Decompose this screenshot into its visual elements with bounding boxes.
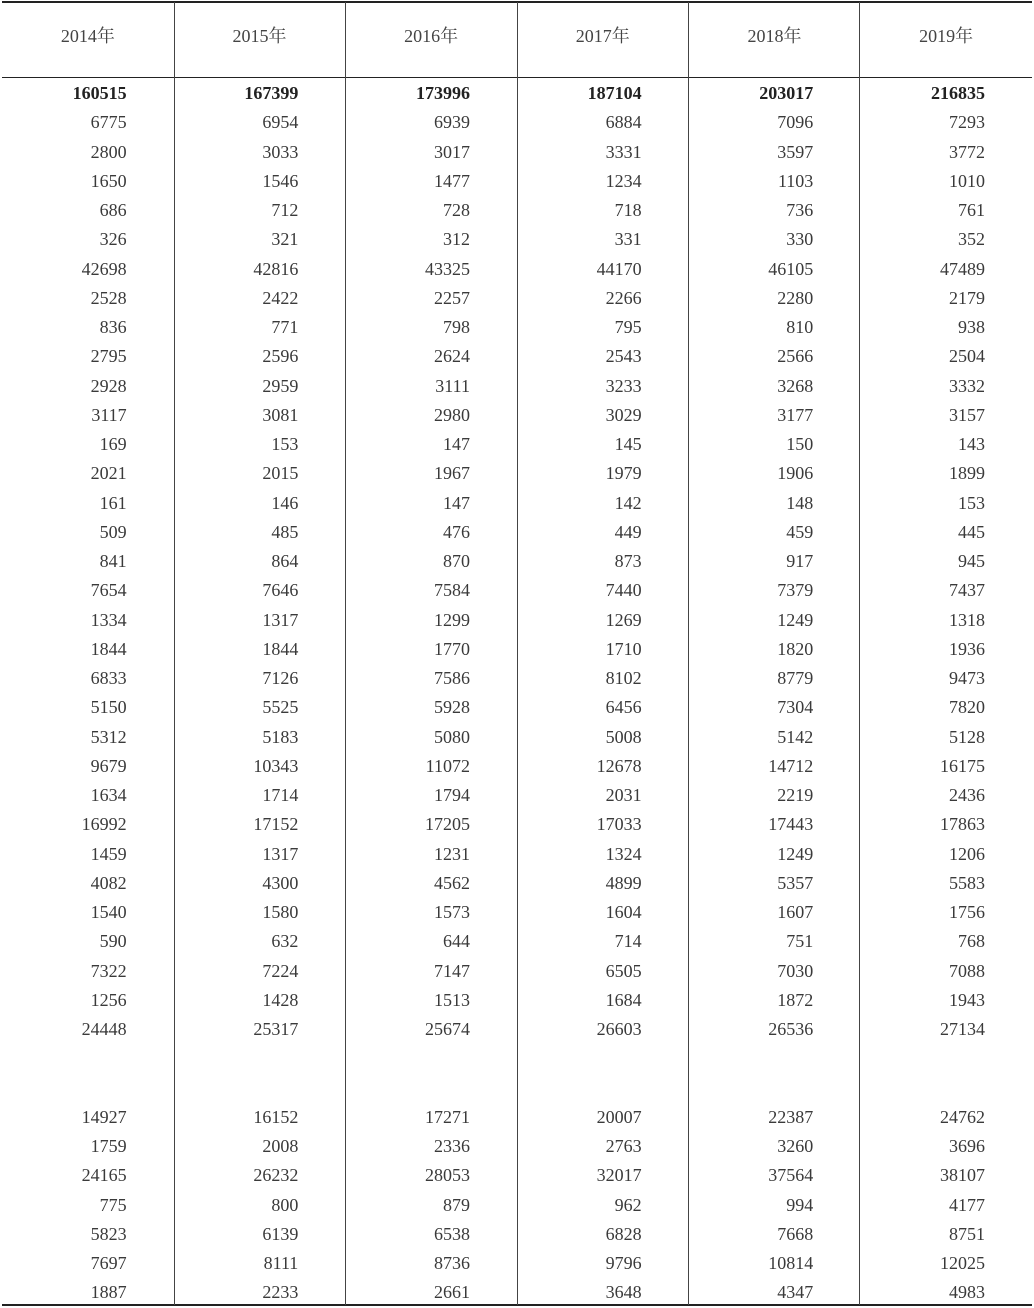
- table-cell: 1770: [433, 638, 470, 659]
- table-cell: 485: [271, 521, 299, 542]
- table-cell: 1650: [90, 170, 127, 191]
- column-header-2015: 2015年: [232, 26, 287, 46]
- table-cell: 25674: [424, 1019, 470, 1039]
- table-row: [2, 79, 1032, 108]
- table-cell: 836: [99, 317, 127, 337]
- table-cell: 1231: [433, 843, 470, 864]
- table-cell: 1714: [262, 785, 299, 805]
- table-row: [2, 869, 1032, 898]
- table-cell: 1573: [433, 902, 470, 922]
- table-cell: 1844: [90, 638, 127, 659]
- table-cell: 5008: [605, 726, 642, 747]
- table-cell: 25317: [253, 1019, 299, 1039]
- table-cell: 1324: [605, 843, 642, 864]
- table-cell: 27134: [939, 1019, 985, 1039]
- table-cell: 2928: [90, 375, 127, 396]
- table-cell: 718: [614, 200, 642, 220]
- table-cell: 143: [957, 434, 985, 454]
- table-cell: 736: [786, 200, 814, 220]
- table-cell: 10343: [253, 755, 299, 776]
- table-cell: 917: [786, 551, 814, 571]
- table-cell: 6884: [605, 112, 642, 133]
- table-cell: 173996: [415, 83, 470, 103]
- table-cell: 2179: [948, 287, 985, 308]
- table-cell: 17271: [424, 1106, 470, 1127]
- table-cell: 4899: [605, 872, 642, 893]
- table-cell: 2266: [605, 287, 642, 308]
- table-row: [2, 1220, 1032, 1249]
- table-cell: 9473: [948, 668, 985, 688]
- table-cell: 1249: [777, 609, 814, 630]
- table-cell: 3233: [605, 375, 642, 396]
- table-cell: 6939: [433, 112, 470, 133]
- table-cell: 873: [614, 551, 642, 571]
- table-cell: 5142: [777, 726, 814, 747]
- table-cell: 7586: [433, 668, 470, 688]
- table-cell: 3268: [777, 375, 814, 396]
- table-cell: 7293: [948, 112, 985, 133]
- table-cell: 2031: [605, 785, 642, 805]
- table-cell: 3331: [605, 141, 642, 162]
- table-cell: 1269: [605, 609, 642, 630]
- table-cell: 2661: [433, 1282, 470, 1303]
- table-row: [2, 723, 1032, 752]
- table-cell: 43325: [424, 258, 470, 279]
- table-cell: 2543: [605, 346, 642, 367]
- table-row: [2, 986, 1032, 1015]
- table-cell: 800: [271, 1194, 299, 1215]
- table-cell: 3332: [948, 375, 985, 396]
- table-cell: 14712: [768, 755, 814, 776]
- table-cell: 4983: [948, 1282, 985, 1303]
- table-cell: 632: [271, 931, 299, 952]
- table-row: [2, 459, 1032, 488]
- table-cell: [345, 1044, 517, 1103]
- table-cell: 761: [957, 200, 985, 220]
- table-cell: 2980: [433, 404, 470, 425]
- table-cell: 4562: [433, 872, 470, 893]
- table-cell: 142: [614, 492, 642, 513]
- table-spacer-row: [2, 1044, 1032, 1103]
- table-cell: 148: [786, 492, 814, 513]
- table-cell: 1103: [777, 170, 814, 191]
- table-cell: 153: [271, 434, 299, 454]
- table-row: [2, 1191, 1032, 1220]
- table-cell: 145: [614, 434, 642, 454]
- table-cell: 8736: [433, 1253, 470, 1273]
- table-cell: 2280: [777, 287, 814, 308]
- table-cell: 1317: [262, 609, 299, 630]
- table-row: [2, 693, 1032, 722]
- table-cell: 169: [99, 434, 127, 454]
- table-cell: 771: [271, 317, 299, 337]
- table-cell: 38107: [939, 1165, 985, 1186]
- table-cell: 3033: [262, 141, 299, 162]
- table-cell: 1756: [948, 902, 985, 922]
- table-cell: 810: [786, 317, 814, 337]
- table-cell: 3017: [433, 141, 470, 162]
- column-header-2017: 2017年: [575, 26, 630, 46]
- table-cell: 321: [271, 229, 299, 250]
- table-cell: 879: [442, 1194, 470, 1215]
- table-cell: 3177: [777, 404, 814, 425]
- table-cell: 32017: [596, 1165, 642, 1186]
- table-cell: 7096: [777, 112, 814, 133]
- table-cell: 1899: [948, 463, 985, 484]
- table-cell: 47489: [939, 258, 985, 279]
- table-cell: 147: [442, 434, 470, 454]
- table-row: [2, 927, 1032, 956]
- table-row: [2, 606, 1032, 635]
- table-cell: 1513: [433, 989, 470, 1010]
- table-cell: 17152: [253, 814, 299, 835]
- table-cell: 7088: [948, 960, 985, 981]
- table-row: [2, 1015, 1032, 1044]
- table-cell: 1299: [433, 609, 470, 630]
- table-cell: 795: [614, 317, 642, 337]
- table-cell: 6139: [262, 1223, 299, 1244]
- table-cell: 312: [442, 229, 470, 250]
- table-cell: 2015: [262, 463, 299, 484]
- table-cell: 2257: [433, 287, 470, 308]
- table-cell: 8779: [777, 668, 814, 688]
- table-row: [2, 1278, 1032, 1307]
- table-row: [2, 225, 1032, 254]
- table-row: [2, 108, 1032, 137]
- table-cell: 1234: [605, 170, 642, 191]
- table-row: [2, 489, 1032, 518]
- table-row: [2, 664, 1032, 693]
- table-row: [2, 255, 1032, 284]
- table-row: [2, 840, 1032, 869]
- table-cell: 2763: [605, 1136, 642, 1156]
- table-cell: 6505: [605, 960, 642, 981]
- table-cell: 4347: [777, 1282, 814, 1303]
- table-cell: 590: [99, 931, 127, 952]
- table-cell: 11072: [425, 755, 470, 776]
- table-cell: 14927: [81, 1106, 127, 1127]
- table-cell: 160515: [72, 83, 127, 103]
- table-cell: 7379: [777, 580, 814, 601]
- table-cell: 167399: [244, 83, 299, 103]
- table-cell: 2008: [262, 1136, 299, 1156]
- table-cell: 6828: [605, 1223, 642, 1244]
- table-cell: 449: [614, 521, 642, 542]
- table-cell: 7584: [433, 580, 470, 601]
- table-row: [2, 576, 1032, 605]
- table-cell: 5525: [262, 697, 299, 718]
- table-cell: 644: [442, 931, 470, 952]
- table-cell: 9679: [90, 755, 127, 776]
- table-cell: 7322: [90, 960, 127, 981]
- table-cell: [174, 1044, 346, 1103]
- table-cell: 6456: [605, 697, 642, 718]
- table-cell: [860, 1044, 1032, 1103]
- table-cell: 1580: [262, 902, 299, 922]
- table-cell: 1607: [777, 902, 814, 922]
- table-row: [2, 372, 1032, 401]
- table-cell: 1844: [262, 638, 299, 659]
- table-cell: 1318: [948, 609, 985, 630]
- table-cell: 994: [786, 1194, 814, 1215]
- table-cell: 3260: [777, 1136, 814, 1156]
- table-cell: 476: [442, 521, 470, 542]
- table-cell: 751: [786, 931, 814, 952]
- table-cell: 870: [442, 551, 470, 571]
- table-cell: 938: [957, 317, 985, 337]
- column-header-2019: 2019年: [919, 26, 974, 46]
- table-cell: 1249: [777, 843, 814, 864]
- table-cell: 7646: [262, 580, 299, 601]
- table-cell: 2795: [90, 346, 127, 367]
- table-cell: 12678: [596, 755, 642, 776]
- table-cell: 1604: [605, 902, 642, 922]
- table-row: [2, 1161, 1032, 1190]
- table-cell: 6538: [433, 1223, 470, 1244]
- table-cell: 5128: [948, 726, 985, 747]
- table-cell: [2, 1044, 174, 1103]
- table-cell: 5823: [90, 1223, 127, 1244]
- table-cell: 459: [786, 521, 814, 542]
- table-cell: 1906: [777, 463, 814, 484]
- table-cell: [517, 1044, 689, 1103]
- table-cell: 1334: [90, 609, 127, 630]
- table-cell: 4177: [948, 1194, 985, 1215]
- table-cell: 3081: [262, 404, 299, 425]
- table-cell: 768: [957, 931, 985, 952]
- table-cell: [689, 1044, 861, 1103]
- table-cell: 9796: [605, 1253, 642, 1273]
- table-cell: 1759: [90, 1136, 127, 1156]
- table-cell: 4082: [90, 872, 127, 893]
- table-cell: 5183: [262, 726, 299, 747]
- table-cell: 7126: [262, 668, 299, 688]
- table-cell: 46105: [768, 258, 814, 279]
- table-cell: 445: [957, 521, 985, 542]
- table-cell: 44170: [596, 258, 642, 279]
- table-row: [2, 196, 1032, 225]
- table-cell: 24165: [81, 1165, 127, 1186]
- table-cell: 2336: [433, 1136, 470, 1156]
- table-cell: 2528: [90, 287, 127, 308]
- table-cell: 3117: [91, 404, 127, 425]
- table-cell: 2021: [90, 463, 127, 484]
- table-row: [2, 1132, 1032, 1161]
- table-row: [2, 430, 1032, 459]
- table-cell: 1794: [433, 785, 470, 805]
- table-cell: 2233: [262, 1282, 299, 1303]
- table-cell: 1710: [605, 638, 642, 659]
- table-cell: 10814: [768, 1253, 814, 1273]
- table-cell: 1206: [948, 843, 985, 864]
- table-cell: 326: [99, 229, 127, 250]
- table-cell: 864: [271, 551, 299, 571]
- table-cell: 5583: [948, 872, 985, 893]
- table-row: [2, 547, 1032, 576]
- table-cell: 3597: [777, 141, 814, 162]
- table-cell: 1872: [777, 989, 814, 1010]
- table-cell: 1477: [433, 170, 470, 191]
- table-cell: 7030: [777, 960, 814, 981]
- table-cell: 1459: [90, 843, 127, 864]
- table-cell: 509: [99, 521, 127, 542]
- table-cell: 3111: [435, 375, 470, 396]
- table-cell: 1256: [90, 989, 127, 1010]
- table-cell: 26232: [253, 1165, 299, 1186]
- table-cell: 12025: [939, 1253, 985, 1273]
- table-cell: 22387: [768, 1106, 814, 1127]
- table-cell: 7147: [433, 960, 470, 981]
- table-cell: 686: [99, 200, 127, 220]
- table-cell: 728: [442, 200, 470, 220]
- table-cell: 2596: [262, 346, 299, 367]
- table-cell: 7820: [948, 697, 985, 718]
- table-cell: 1887: [90, 1282, 127, 1303]
- table-cell: 1540: [90, 902, 127, 922]
- table-cell: 17205: [424, 814, 470, 835]
- table-cell: 24448: [81, 1019, 127, 1039]
- table-cell: 3029: [605, 404, 642, 425]
- table-cell: 7224: [262, 960, 299, 981]
- table-cell: 1936: [948, 638, 985, 659]
- table-row: [2, 284, 1032, 313]
- table-row: [2, 313, 1032, 342]
- table-cell: 5357: [777, 872, 814, 893]
- table-row: [2, 957, 1032, 986]
- table-row: [2, 810, 1032, 839]
- table-cell: 962: [614, 1194, 642, 1215]
- table-cell: 17443: [768, 814, 814, 835]
- table-cell: 146: [271, 492, 299, 513]
- table-cell: 1317: [262, 843, 299, 864]
- table-cell: 8111: [263, 1253, 299, 1273]
- table-cell: 714: [614, 931, 642, 952]
- table-cell: 42816: [253, 258, 299, 279]
- table-cell: 147: [442, 492, 470, 513]
- table-cell: 16175: [939, 755, 985, 776]
- table-cell: 8102: [605, 668, 642, 688]
- table-cell: 24762: [939, 1106, 985, 1127]
- table-cell: 2504: [948, 346, 985, 367]
- table-row: [2, 635, 1032, 664]
- table-cell: 150: [786, 434, 814, 454]
- table-cell: 5150: [90, 697, 127, 718]
- column-header-2014: 2014年: [60, 26, 115, 46]
- table-cell: 7437: [948, 580, 985, 601]
- table-cell: 1428: [262, 989, 299, 1010]
- table-cell: 798: [442, 317, 470, 337]
- table-row: [2, 898, 1032, 927]
- table-cell: 5312: [90, 726, 127, 747]
- table-cell: 2566: [777, 346, 814, 367]
- table-cell: 1634: [90, 785, 127, 805]
- table-cell: 712: [271, 200, 299, 220]
- table-cell: 203017: [759, 83, 814, 103]
- table-cell: 161: [99, 492, 127, 513]
- table-cell: 7304: [777, 697, 814, 718]
- table-cell: 945: [957, 551, 985, 571]
- table-row: [2, 781, 1032, 810]
- table-cell: 2219: [777, 785, 814, 805]
- table-cell: 2959: [262, 375, 299, 396]
- table-cell: 42698: [81, 258, 127, 279]
- table-cell: 20007: [596, 1106, 642, 1127]
- table-cell: 331: [614, 229, 642, 250]
- table-cell: 16152: [253, 1106, 299, 1127]
- table-row: [2, 138, 1032, 167]
- table-cell: 2436: [948, 785, 985, 805]
- table-cell: 17033: [596, 814, 642, 835]
- table-body: [2, 79, 1032, 1308]
- table-cell: 17863: [939, 814, 985, 835]
- table-cell: 16992: [81, 814, 127, 835]
- table-cell: 841: [99, 551, 127, 571]
- table-cell: 1979: [605, 463, 642, 484]
- table-cell: 775: [99, 1194, 127, 1215]
- table-cell: 1684: [605, 989, 642, 1010]
- table-cell: 330: [786, 229, 814, 250]
- table-row: [2, 518, 1032, 547]
- table-row: [2, 1103, 1032, 1132]
- table-cell: 28053: [424, 1165, 470, 1186]
- table-cell: 2422: [262, 287, 299, 308]
- table-cell: 6833: [90, 668, 127, 688]
- table-cell: 3772: [948, 141, 985, 162]
- table-cell: 5080: [433, 726, 470, 747]
- table-row: [2, 342, 1032, 371]
- table-cell: 6954: [262, 112, 299, 133]
- table-cell: 2624: [433, 346, 470, 367]
- table-row: [2, 752, 1032, 781]
- table-row: [2, 401, 1032, 430]
- table-cell: 3157: [948, 404, 985, 425]
- table-row: [2, 167, 1032, 196]
- table-cell: 5928: [433, 697, 470, 718]
- table-cell: 216835: [930, 83, 985, 103]
- table-cell: 4300: [262, 872, 299, 893]
- table-cell: 187104: [587, 83, 642, 103]
- table-cell: 26603: [596, 1019, 642, 1039]
- column-header-2016: 2016年: [404, 26, 459, 46]
- table-cell: 1010: [948, 170, 985, 191]
- table-cell: 7697: [90, 1253, 127, 1273]
- table-cell: 26536: [768, 1019, 814, 1039]
- table-cell: 1943: [948, 989, 985, 1010]
- table-cell: 1546: [262, 170, 299, 191]
- table-cell: 2800: [90, 141, 127, 162]
- column-header-2018: 2018年: [747, 26, 802, 46]
- table-row: [2, 1249, 1032, 1278]
- table-cell: 37564: [768, 1165, 814, 1186]
- table-cell: 6775: [90, 112, 127, 133]
- table-cell: 3648: [605, 1282, 642, 1303]
- table-cell: 3696: [948, 1136, 985, 1156]
- table-cell: 1820: [777, 638, 814, 659]
- table-header: [2, 3, 1032, 77]
- table-cell: 7440: [605, 580, 642, 601]
- table-cell: 153: [957, 492, 985, 513]
- table-cell: 352: [957, 229, 985, 250]
- table-cell: 8751: [948, 1223, 985, 1244]
- table-cell: 1967: [433, 463, 470, 484]
- table-cell: 7668: [777, 1223, 814, 1244]
- table-cell: 7654: [90, 580, 127, 601]
